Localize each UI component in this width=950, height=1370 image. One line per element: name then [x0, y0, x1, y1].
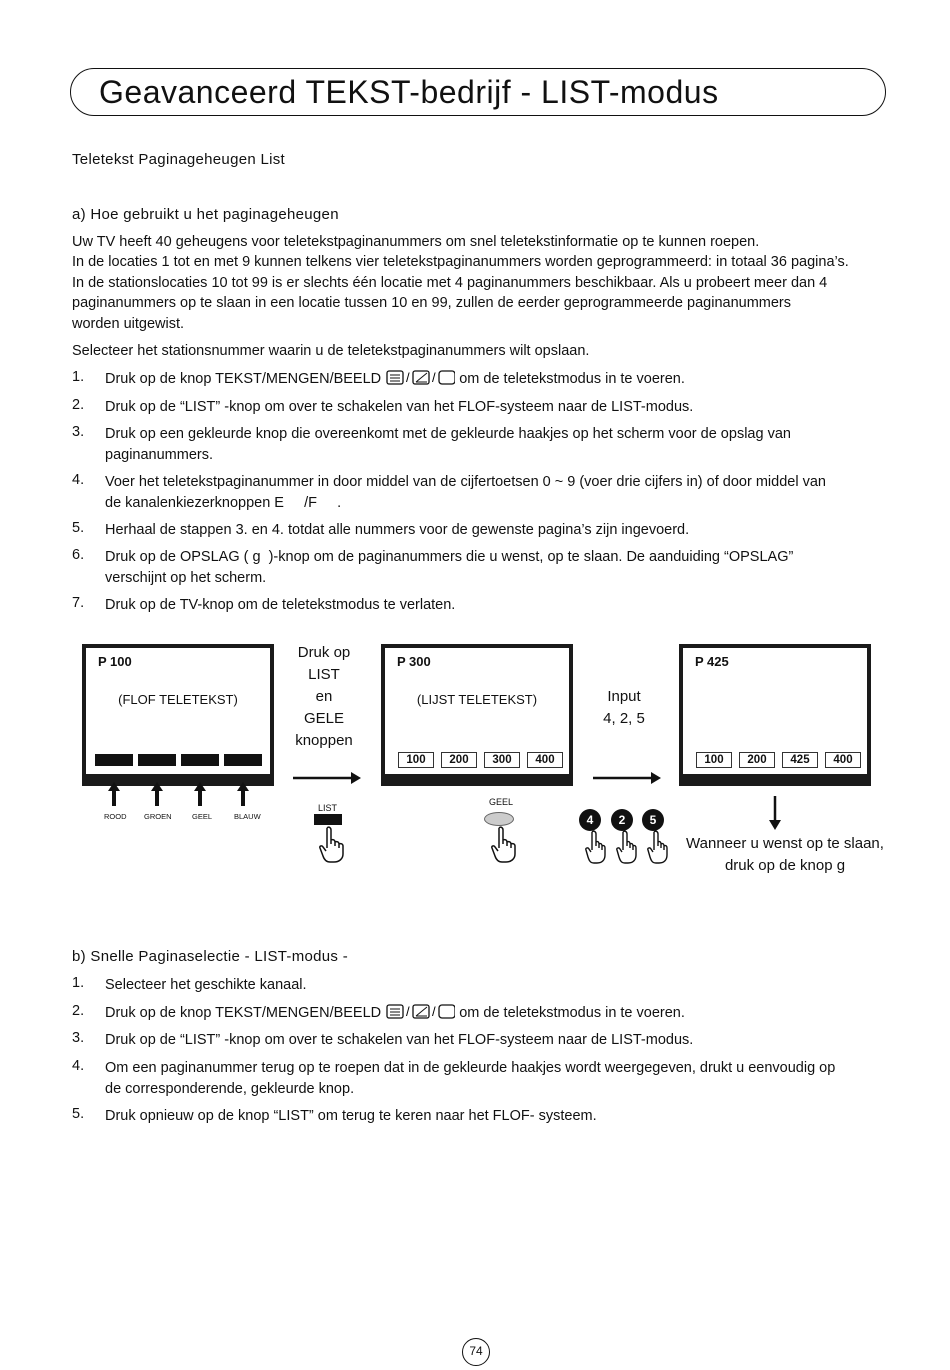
caption-line: knoppen	[295, 732, 353, 749]
svg-text:/: /	[406, 370, 410, 385]
select-line: Selecteer het stationsnummer waarin u de teletekstpaginanummers wilt opslaan.	[72, 343, 590, 359]
teletext-icons	[385, 1005, 455, 1021]
step-number: 3.	[72, 424, 85, 440]
step-number: 5.	[72, 520, 85, 536]
tv-screen-stored	[679, 644, 871, 778]
page-slot: 425	[782, 752, 818, 768]
tv-label: (LIJST TELETEKST)	[416, 692, 538, 707]
page-slot: 200	[739, 752, 775, 768]
step-text-pre: Druk op de knop TEKST/MENGEN/BEELD	[105, 371, 386, 387]
page-number: 74	[462, 1338, 490, 1366]
caption-line: druk op de knop g	[724, 857, 846, 874]
title-box	[70, 68, 886, 116]
down-arrow-icon	[768, 796, 782, 830]
step-number: 1.	[72, 975, 85, 991]
section-heading: Teletekst Paginageheugen List	[72, 151, 286, 168]
step-text	[105, 1003, 890, 1024]
tv-page-number: P 300	[397, 654, 431, 669]
caption-druk-op-list	[284, 642, 364, 752]
page-slot: 100	[696, 752, 732, 768]
step-number: 3.	[72, 1030, 85, 1046]
digit-4-button: 4	[579, 809, 601, 831]
hand-pointer-icon	[490, 826, 520, 864]
digit-2-button: 2	[611, 809, 633, 831]
caption-input	[584, 686, 664, 730]
step-text: Druk op de “LIST” -knop om over te schakelen van het FLOF-systeem naar de LIST-modus.	[105, 1032, 694, 1048]
step-number: 2.	[72, 1003, 85, 1019]
intro-line-3: In de stationslocaties 10 tot 99 is er slechts één locatie met 4 paginanummers beschikbaar. Als u probeert meer dan 4	[72, 275, 828, 291]
intro-line-5: worden uitgewist.	[72, 316, 185, 332]
step-text-post: om de teletekstmodus in te voeren.	[455, 371, 685, 387]
tv-screen-list	[381, 644, 573, 778]
page-slot: 400	[527, 752, 563, 768]
step-number: 2.	[72, 397, 85, 413]
step-text: Druk op een gekleurde knop die overeenkomt met de gekleurde haakjes op het scherm voor de opslag van	[105, 426, 791, 442]
button-label-blauw: BLAUW	[234, 812, 261, 821]
up-arrows-icon	[100, 782, 270, 808]
geel-button-label: GEEL	[489, 797, 514, 807]
step-text-post: om de teletekstmodus in te voeren.	[455, 1005, 685, 1021]
step-text: Om een paginanummer terug op te roepen dat in de gekleurde haakjes wordt weergegeven, drukt u eenvoudig op	[105, 1060, 836, 1076]
list-button-label: LIST	[318, 803, 338, 813]
teletext-icons	[385, 371, 455, 387]
hand-pointer-icon	[318, 826, 348, 864]
caption-line: GELE	[303, 710, 345, 727]
intro-line-1: Uw TV heeft 40 geheugens voor teletekstpaginanummers om snel teletekstinformatie op te kunnen roepen.	[72, 234, 760, 250]
tv-page-number: P 425	[695, 654, 729, 669]
green-bar	[138, 754, 176, 766]
svg-text:/: /	[432, 1004, 436, 1019]
step-number: 4.	[72, 1058, 85, 1074]
step-text-pre: Druk op de knop TEKST/MENGEN/BEELD	[105, 1005, 386, 1021]
step-text-cont: de corresponderende, gekleurde knop.	[105, 1081, 355, 1097]
hand-pointers-icon	[585, 830, 675, 866]
step-number: 7.	[72, 595, 85, 611]
caption-line: Druk op	[297, 644, 351, 661]
caption-line: en	[315, 688, 333, 705]
button-label-groen: GROEN	[144, 812, 172, 821]
step-text: Herhaal de stappen 3. en 4. totdat alle nummers voor de gewenste pagina’s zijn ingevoerd.	[105, 522, 690, 538]
caption-line: Input	[607, 688, 641, 705]
page-slot: 400	[825, 752, 861, 768]
yellow-button	[484, 812, 514, 826]
step-text: Druk op de “LIST” -knop om over te schakelen van het FLOF-systeem naar de LIST-modus.	[105, 399, 694, 415]
step-number: 5.	[72, 1106, 85, 1122]
step-number: 4.	[72, 472, 85, 488]
tv-screen-flof	[82, 644, 274, 778]
tv-label: (FLOF TELETEKST)	[118, 692, 238, 707]
step-text: Druk op de OPSLAG ( g )-knop om de paginanummers die u wenst, op te slaan. De aanduiding “OPSLAG”	[105, 549, 794, 565]
page-title: Geavanceerd TEKST-bedrijf - LIST-modus	[99, 74, 719, 110]
intro-line-4: paginanummers op te slaan in een locatie tussen 10 en 99, zullen de eerder geprogrammeerde paginanummers	[72, 295, 791, 311]
step-number: 6.	[72, 547, 85, 563]
button-label-rood: ROOD	[104, 812, 127, 821]
caption-line: LIST	[308, 666, 340, 683]
intro-line-2: In de locaties 1 tot en met 9 kunnen telkens vier teletekstpaginanummers worden geprogrammeerd: in totaal 36 pagina’s.	[72, 254, 849, 270]
red-bar	[95, 754, 133, 766]
step-text: Druk opnieuw op de knop “LIST” om terug te keren naar het FLOF- systeem.	[105, 1108, 597, 1124]
tv-page-number: P 100	[98, 654, 132, 669]
yellow-bar	[181, 754, 219, 766]
caption-line: 4, 2, 5	[603, 710, 645, 727]
svg-text:/: /	[432, 370, 436, 385]
svg-text:/: /	[406, 1004, 410, 1019]
step-text-cont: de kanalenkiezerknoppen E /F .	[105, 495, 342, 511]
step-text-cont: paginanummers.	[105, 447, 213, 463]
save-caption	[680, 833, 890, 877]
step-number: 1.	[72, 369, 85, 385]
page-slot: 200	[441, 752, 477, 768]
step-text	[105, 369, 890, 390]
list-button	[314, 814, 342, 825]
page-slot: 300	[484, 752, 520, 768]
part-a-heading: a) Hoe gebruikt u het paginageheugen	[72, 206, 339, 223]
caption-line: Wanneer u wenst op te slaan,	[686, 835, 884, 852]
step-text: Voer het teletekstpaginanummer in door middel van de cijfertoetsen 0 ~ 9 (voer drie cijfers in) of door middel van	[105, 474, 826, 490]
step-text-cont: verschijnt op het scherm.	[105, 570, 267, 586]
blue-bar	[224, 754, 262, 766]
step-text: Selecteer het geschikte kanaal.	[105, 977, 307, 993]
right-arrow-icon	[593, 771, 661, 785]
page-slot: 100	[398, 752, 434, 768]
digit-5-button: 5	[642, 809, 664, 831]
step-text: Druk op de TV-knop om de teletekstmodus te verlaten.	[105, 597, 456, 613]
right-arrow-icon	[293, 771, 361, 785]
button-label-geel: GEEL	[192, 812, 213, 821]
part-b-heading: b) Snelle Paginaselectie - LIST-modus -	[72, 948, 348, 965]
